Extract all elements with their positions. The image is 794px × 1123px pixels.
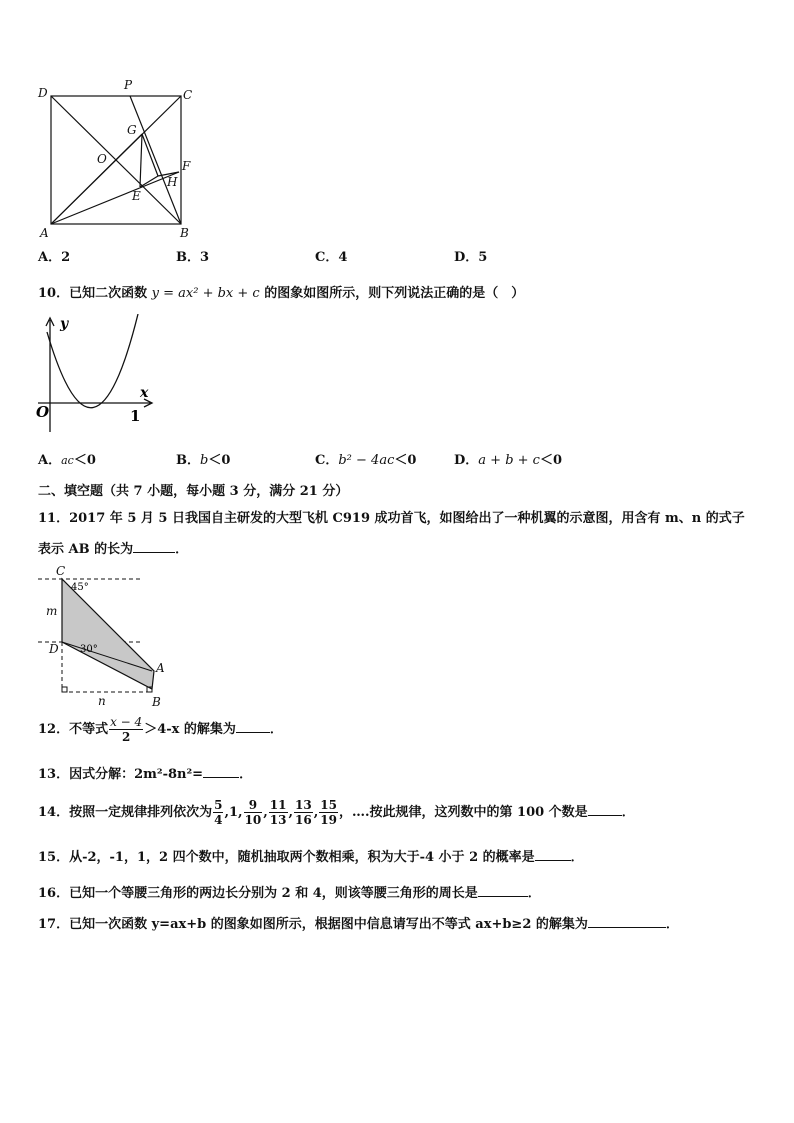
q12-fraction: $\frac{x - 4}{2}$ (110, 715, 143, 744)
label-P: P (124, 78, 133, 92)
label-O: O (97, 152, 107, 166)
q14-fraction-5: $\frac{13}{16}$ (295, 798, 312, 827)
q14: 14．按照一定规律排列依次为 $\frac{5}{4}$ ,1, $\frac{9}{10}$ , $\frac{11}{13}$ , $\frac{13}{16}$ , $\frac{15}{19}$ ，….按此规律，这列数中的第 100 个数是 ． (38, 798, 635, 827)
q10-option-b[interactable]: B．b＜0 (176, 453, 231, 468)
label-C: C (183, 88, 193, 102)
q11-label-D: D (49, 642, 59, 656)
label-G: G (127, 123, 137, 137)
q13: 13．因式分解：2m²-8n²= ． (38, 767, 253, 782)
q10-formula: y = ax² + bx + c (151, 286, 260, 301)
label-E: E (132, 189, 141, 203)
q15-answer-blank[interactable] (535, 848, 571, 861)
q11-line1: 11．2017 年 5 月 5 日我国自主研发的大型飞机 C919 成功首飞，如图给出了一种机翼的示意图，用含有 m、n 的式子 (38, 511, 745, 526)
q16-answer-blank[interactable] (478, 884, 528, 897)
q14-answer-blank[interactable] (588, 803, 622, 816)
q11-label-m: m (46, 604, 58, 618)
label-F: F (182, 159, 191, 173)
q14-fraction-4: $\frac{11}{13}$ (269, 798, 287, 827)
q11-angle-45: 45° (71, 582, 89, 593)
q16: 16．已知一个等腰三角形的两边长分别为 2 和 4，则该等腰三角形的周长是 ． (38, 886, 541, 901)
q11-label-B: B (152, 695, 161, 709)
q11-label-C: C (56, 564, 66, 578)
q10-option-a[interactable]: A．ac＜0 (38, 453, 96, 468)
label-H: H (167, 175, 178, 189)
q15: 15．从-2，-1，1，2 四个数中，随机抽取两个数相乘，积为大于-4 小于 2 的概率是 ． (38, 850, 584, 865)
q12-answer-blank[interactable] (236, 720, 270, 733)
q10-question: 10．已知二次函数 y = ax² + bx + c 的图象如图所示，则下列说法正确的是（ ） (38, 286, 525, 301)
q10-graph (34, 314, 164, 436)
q11-angle-30: 30° (80, 644, 98, 655)
q11-label-n: n (98, 694, 106, 708)
label-D: D (38, 86, 48, 100)
q11-line2: 表示 AB 的长为 ． (38, 542, 189, 557)
q17-answer-blank[interactable] (588, 915, 666, 928)
q10-option-d[interactable]: D．a + b + c＜0 (454, 453, 562, 468)
q9-option-d[interactable]: D．5 (454, 250, 488, 265)
label-A: A (40, 226, 49, 240)
q14-fraction-1: $\frac{5}{4}$ (214, 798, 223, 827)
q12: 12．不等式 $\frac{x - 4}{2}$ ＞4-x 的解集为 ． (38, 715, 283, 744)
q9-option-c[interactable]: C．4 (315, 250, 348, 265)
q11-answer-blank[interactable] (133, 540, 175, 553)
q11-label-A: A (156, 661, 165, 675)
q10-origin: O (36, 403, 50, 421)
q11-figure (36, 563, 176, 709)
q17: 17．已知一次函数 y=ax+b 的图象如图所示，根据图中信息请写出不等式 ax+b≥2 的解集为 ． (38, 917, 679, 932)
q9-option-b[interactable]: B．3 (176, 250, 210, 265)
q10-tick-1: 1 (130, 407, 141, 425)
q10-option-c[interactable]: C．b² − 4ac＜0 (315, 453, 417, 468)
q10-axis-x: x (140, 385, 149, 401)
label-B: B (180, 226, 189, 240)
q14-fraction-6: $\frac{15}{19}$ (320, 798, 337, 827)
section-title: 二、填空题（共 7 小题，每小题 3 分，满分 21 分） (38, 484, 349, 499)
q10-axis-y: y (60, 316, 69, 332)
q13-answer-blank[interactable] (203, 765, 239, 778)
q9-figure (34, 76, 204, 242)
q9-option-a[interactable]: A．2 (38, 250, 71, 265)
q14-fraction-3: $\frac{9}{10}$ (244, 798, 262, 827)
